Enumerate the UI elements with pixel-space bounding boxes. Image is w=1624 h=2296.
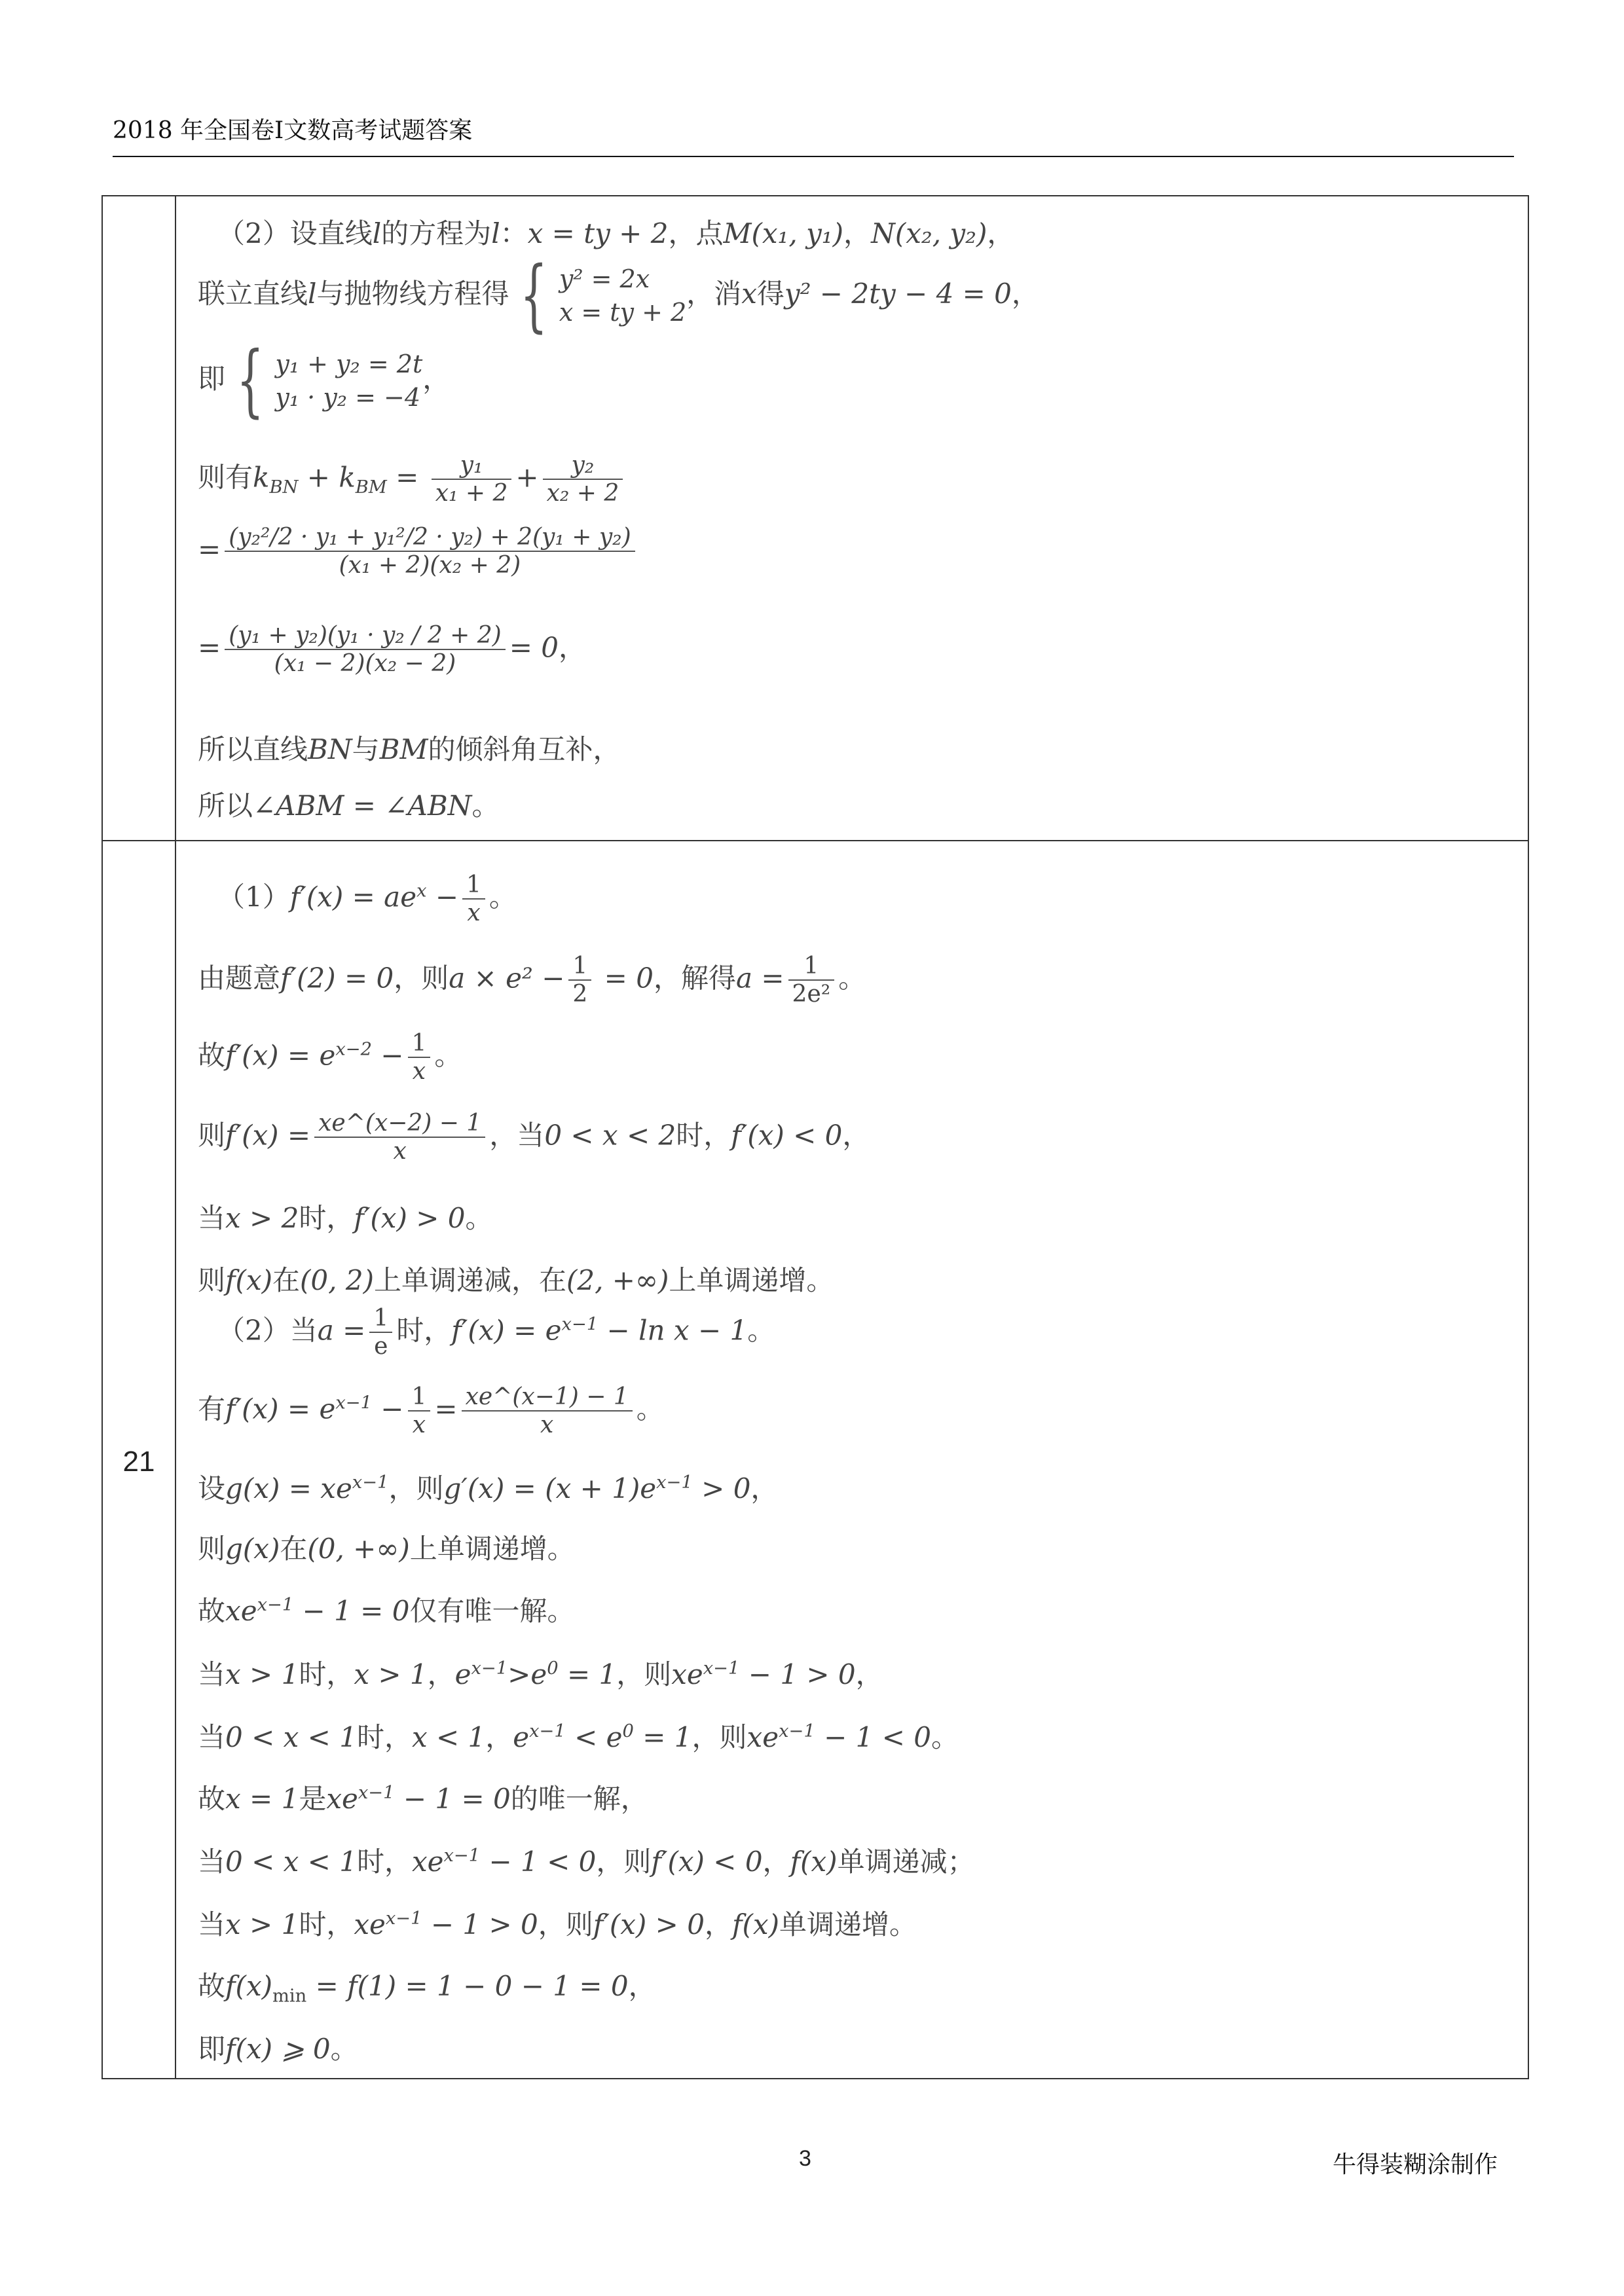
- solution-line: 由题意f′(2) = 0，则a × e² − $\frac{1}{2}$ = 0，解得a = $\frac{1}{\text{2e²}}$ 。: [198, 953, 866, 1008]
- equation-system: { y² = 2x x = ty + 2: [520, 250, 687, 341]
- solution-line: 故x = 1是$xe^{x-1} - 1 = 0$的唯一解，: [198, 1783, 648, 1815]
- solution-line: = $\frac{\text{(y₂²/2 · y₁ + y₁²/2 · y₂) + 2(y₁ + y₂)}}{\text{(x₁ + 2)(x₂ + 2)}}$: [198, 524, 639, 579]
- question-number: 21: [122, 1446, 155, 1478]
- solution-line: 所以∠ABM = ∠ABN。: [198, 790, 500, 822]
- number-column-divider: [175, 196, 176, 2078]
- equation-system: { y₁ + y₂ = 2t y₁ · y₂ = −4: [236, 335, 423, 426]
- answer-table: [101, 195, 1529, 2079]
- solution-line: 故$f'(x) = e^{x-2}$ − $\frac{1}{x}$ 。: [198, 1030, 462, 1085]
- solution-line: 当x > 2时，f′(x) > 0。: [198, 1202, 493, 1234]
- solution-line: 则有$k_{BN} + k_{BM}$ = $\frac{\text{y₁}}{\text{x₁ + 2}}$ + $\frac{\text{y₂}}{\text{x₂ + 2}}$: [198, 452, 627, 507]
- header-rule: [113, 156, 1514, 157]
- solution-line: 当x > 1时，x > 1，$e^{x-1}>e^0 = 1$，则$xe^{x-1} - 1 > 0$，: [198, 1658, 883, 1690]
- solution-line: 即 { y₁ + y₂ = 2t y₁ · y₂ = −4 ，: [198, 335, 451, 426]
- footer-credit: 牛得装糊涂制作: [1333, 2151, 1498, 2178]
- solution-line: 当0 < x < 1时，x < 1，$e^{x-1} < e^0 = 1$，则$xe^{x-1} - 1 < 0$。: [198, 1721, 959, 1753]
- solution-line: （2）设直线l的方程为l：x = ty + 2，点M(x₁, y₁)，N(x₂, y₂)，: [217, 217, 1015, 249]
- solution-line: 即f(x) ⩾ 0。: [198, 2033, 358, 2065]
- solution-line: $(1)f'(x) = ae^x$ − $\frac{1}{x}$ 。: [217, 871, 517, 927]
- solution-line: 当x > 1时，$xe^{x-1} - 1 > 0$，则f′(x) > 0，f(x)单调递增。: [198, 1908, 917, 1941]
- solution-line: 则g(x)在(0, +∞)上单调递增。: [198, 1533, 575, 1565]
- solution-line: 当0 < x < 1时，$xe^{x-1} - 1 < 0$，则f′(x) < 0，f(x)单调递减；: [198, 1846, 975, 1878]
- solution-line: 则f(x)在(0, 2)上单调递减，在(2, +∞)上单调递增。: [198, 1264, 834, 1296]
- page-header-title: 2018 年全国卷Ⅰ文数高考试题答案: [113, 117, 473, 144]
- solution-line: 故$f(x)_{min} = f(1) = 1 - 0 - 1 = 0$，: [198, 1970, 656, 2007]
- solution-line: 故$xe^{x-1} - 1 = 0$仅有唯一解。: [198, 1595, 575, 1627]
- solution-line: 联立直线l与抛物线方程得 { y² = 2x x = ty + 2 ，消x得y² − 2ty − 4 = 0，: [198, 250, 1039, 341]
- solution-line: 则f′(x) = $\frac{xe\^{}(x-2) - 1}{x}$ ，当0 < x < 2时，f′(x) < 0，: [198, 1110, 870, 1165]
- solution-line: 所以直线BN与BM的倾斜角互补，: [198, 733, 621, 765]
- solution-line: （2）当a = $\frac{1}{e}$ 时，$f'(x) = e^{x-1} - \ln x - 1$。: [217, 1305, 775, 1360]
- solution-line: 设$g(x) = xe^{x-1}$，则$g'(x) = (x + 1)e^{x-1} > 0$，: [198, 1472, 779, 1504]
- page-number: 3: [799, 2146, 811, 2171]
- solution-line: = $\frac{\text{(y₁ + y₂)(y₁ · y₂ / 2 + 2)}}{\text{(x₁ − 2)(x₂ − 2)}}$ = 0，: [198, 622, 586, 678]
- solution-line: 有$f'(x) = e^{x-1}$ − $\frac{1}{x}$ = $\frac{xe\^{}(x-1) - 1}{x}$ 。: [198, 1383, 664, 1439]
- row-divider: [103, 840, 1528, 841]
